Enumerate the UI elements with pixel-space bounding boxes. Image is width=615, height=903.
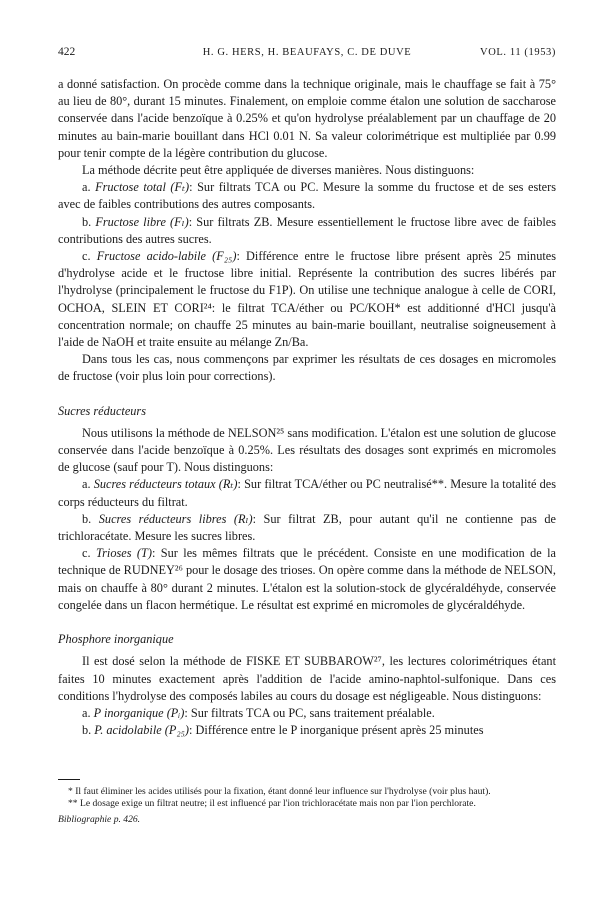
item-label: a. — [82, 705, 94, 720]
item-fructose-acido-labile — [58, 248, 556, 351]
item-term: P inorganique (Pᵢ) — [93, 705, 185, 720]
page-body — [58, 44, 556, 739]
item-sucres-totaux — [58, 476, 556, 510]
item-text: : Sur les mêmes filtrats que le précédent. Consiste en une modification de la technique de RUDNEY²⁶ pour le dosage des trioses. On opère comme dans la méthode de NELSON, mais on chauffe à 80° durant 2 minutes. L'étalon est la solution-stock de glycéraldéhyde, conservée congelée dans un flacon hermétique. Le résultat est exprimé en micromoles de glycéraldéhyde. — [58, 546, 556, 612]
item-text: : Sur filtrats TCA ou PC, sans traitement préalable. — [184, 705, 435, 720]
item-label: b. — [82, 214, 96, 229]
item-label: c. — [82, 249, 97, 264]
footnote-2: ** Le dosage exige un filtrat neutre; il est influencé par l'ion trichloracétate mais non par l'ion perchlorate. — [68, 798, 476, 810]
item-fructose-total — [58, 179, 556, 213]
item-text: : Sur filtrat ZB, pour autant qu'il ne contienne pas de trichloracétate. Mesure les sucres libres. — [58, 511, 557, 544]
volume-info: VOL. 11 (1953) — [480, 47, 556, 58]
phosphore-paragraph: Il est dosé selon la méthode de FISKE ET SUBBAROW²⁷, les lectures colorimétriques étant faites 10 minutes exactement après l'addition de l'acide amino-naphtol-sulfonique. Dans ces conditions l'hydrolyse des composés labiles au cours du dosage est négligeable. Nous distinguons: — [58, 654, 556, 703]
item-text: : Différence entre le P inorganique présent après 25 minutes — [189, 723, 484, 738]
item-term: Fructose total (Fₜ) — [95, 180, 190, 195]
section-heading-sucres: Sucres réducteurs — [58, 403, 146, 418]
item-trioses — [58, 545, 556, 614]
item-text: : Sur filtrats TCA ou PC. Mesure la somme du fructose et de ses esters avec de faibles contributions des autres composants. — [58, 180, 557, 212]
bibliography-reference: Bibliographie p. 426. — [58, 813, 141, 825]
item-term: Sucres réducteurs totaux (Rₜ) — [93, 477, 238, 492]
running-header — [58, 44, 556, 62]
item-text: : Sur filtrat TCA/éther ou PC neutralisé**. Mesure la totalité des corps réducteurs du filtrat. — [58, 477, 556, 509]
item-p-acidolabile — [58, 722, 556, 739]
item-label: c. — [82, 546, 96, 561]
item-term: Sucres réducteurs libres (Rₗ) — [98, 511, 253, 526]
item-p-inorganique — [58, 705, 556, 722]
item-term: P. acidolabile (P₂₅) — [94, 723, 190, 738]
item-term: Fructose acido-labile (F₂₅) — [96, 249, 237, 264]
page-number: 422 — [58, 46, 76, 58]
intro-paragraph: a donné satisfaction. On procède comme dans la technique originale, mais le chauffage se fait à 75° au lieu de 80°, durant 15 minutes. Finalement, on emploie comme étalon une solution de saccharose conservée dans l'acide benzoïque à 0.25% et qu'on hydrolyse préalablement par un chauffage de 20 minutes au bain-marie bouillant dans HCl 0.01 N. Sa valeur colorimétrique est multipliée par 0.99 pour tenir compte de la légère contribution du glucose. — [58, 77, 556, 160]
footnote-1: * Il faut éliminer les acides utilisés pour la fixation, étant donné leur influence sur l'hydrolyse (voir plus haut). — [68, 786, 491, 797]
item-label: a. — [82, 180, 96, 195]
methods-intro: La méthode décrite peut être appliquée de diverses manières. Nous distinguons: — [82, 163, 475, 178]
results-paragraph: Dans tous les cas, nous commençons par exprimer les résultats de ces dosages en micromoles de fructose (voir plus loin pour corrections). — [58, 352, 556, 384]
section-heading-phosphore: Phosphore inorganique — [58, 632, 174, 647]
item-fructose-libre — [58, 214, 556, 248]
footnote-rule — [58, 779, 80, 780]
item-label: b. — [82, 511, 99, 526]
section-gap — [58, 614, 556, 631]
item-label: a. — [82, 477, 94, 492]
item-text: : Différence entre le fructose libre présent après 25 minutes d'hydrolyse acide et le fructose libre initial. Représente la contribution des sucres libérés par l'hydrolyse (principalement le fructose du F1P). On utilise une technique analogue à celle de CORI, OCHOA, SLEIN ET CORI²⁴: le filtrat TCA/éther ou PC/KOH* est additionné d'HCl jusqu'à concentration normale; on chauffe 25 minutes au bain-marie bouillant, neutralise soigneusement à l'aide de NaOH et traite ensuite au mélange Zn/Ba. — [58, 249, 557, 350]
item-text: : Sur filtrats ZB. Mesure essentiellement le fructose libre avec de faibles contributions des autres sucres. — [58, 214, 556, 246]
sucres-paragraph: Nous utilisons la méthode de NELSON²⁵ sans modification. L'étalon est une solution de glucose conservée dans l'acide benzoïque à 0.25%. Les résultats des dosages sont exprimés en micromoles de glucose (sauf pour T). Nous distinguons: — [58, 425, 556, 475]
item-label: b. — [82, 723, 95, 738]
item-term: Fructose libre (Fₗ) — [95, 214, 189, 229]
running-authors: H. G. HERS, H. BEAUFAYS, C. DE DUVE — [202, 47, 412, 58]
item-term: Trioses (T) — [95, 546, 152, 561]
footnotes — [58, 779, 556, 826]
section-gap — [58, 386, 556, 403]
item-sucres-libres — [58, 511, 556, 545]
